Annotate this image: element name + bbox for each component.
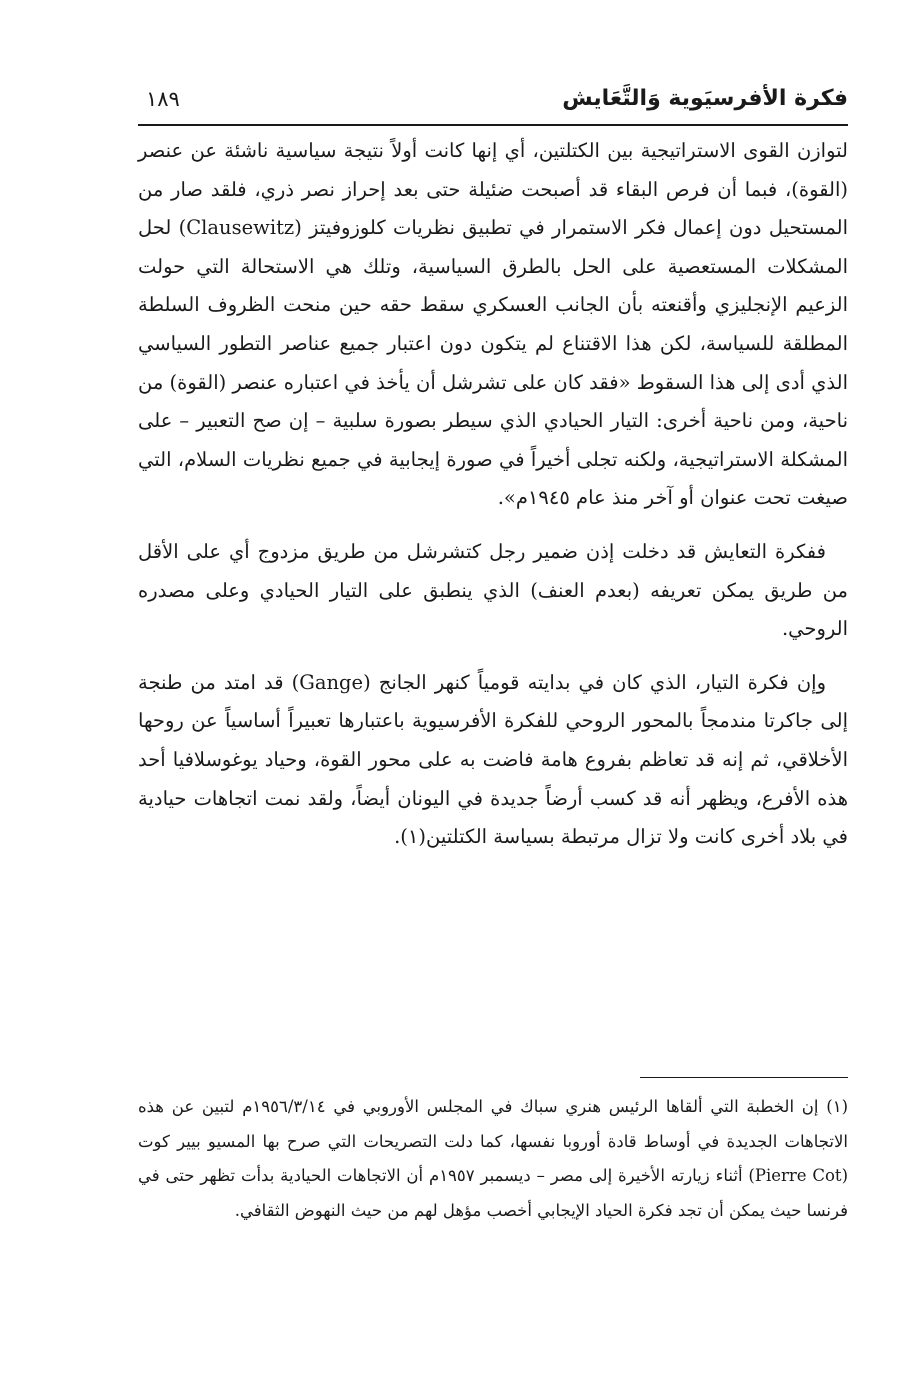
main-text	[138, 132, 848, 857]
footnote-1: (١) إن الخطبة التي ألقاها الرئيس هنري سباك في المجلس الأوروبي في ١٩٥٦/٣/١٤م لتبين عن هذه الاتجاهات الجديدة في أوساط قادة أوروبا نفسها، كما دلت التصريحات التي صرح بها المسيو بيير كوت (Pierre Cot) أثناء زيارته الأخيرة إلى مصر – ديسمبر ١٩٥٧م أن الاتجاهات الحيادية بدأت تظهر حتى في فرنسا حيث يمكن أن تجد فكرة الحياد الإيجابي أخصب مؤهل لهم من حيث النهوض الثقافي.	[138, 1097, 848, 1220]
page-number: ١٨٩	[146, 87, 180, 111]
running-title: فكرة الأفرسيَوية وَالتَّعَايش	[562, 86, 848, 111]
page-header	[138, 82, 848, 122]
header-rule	[138, 124, 848, 126]
paragraph-2: ففكرة التعايش قد دخلت إذن ضمير رجل كتشرشل من طريق مزدوج أي على الأقل من طريق يمكن تعريفه (بعدم العنف) الذي ينطبق على التيار الحيادي وعلى مصدره الروحي.	[138, 539, 848, 641]
footnotes	[138, 1090, 848, 1228]
footnote-separator	[640, 1077, 848, 1078]
paragraph-1: لتوازن القوى الاستراتيجية بين الكتلتين، أي إنها كانت أولاً نتيجة سياسية ناشئة عن عنصر (القوة)، فبما أن فرص البقاء قد أصبحت ضئيلة حتى بعد إحراز نصر ذري، فلقد صار من المستحيل دون إعمال فكر الاستمرار في تطبيق نظريات كلوزوفيتز (Clausewitz) لحل المشكلات المستعصية على الحل بالطرق السياسية، وتلك هي الاستحالة التي حولت الزعيم الإنجليزي وأقنعته بأن الجانب العسكري سقط حقه حين منحت الظروف السلطة المطلقة للسياسة، لكن هذا الاقتناع لم يتكون دون اعتبار جميع عناصر التطور السياسي الذي أدى إلى هذا السقوط «فقد كان على تشرشل أن يأخذ في اعتباره عنصر (القوة) من ناحية، ومن ناحية أخرى: التيار الحيادي الذي سيطر بصورة سلبية – إن صح التعبير – على المشكلة الاستراتيجية، ولكنه تجلى أخيراً في صورة إيجابية في جميع نظريات السلام، التي صيغت تحت عنوان أو آخر منذ عام ١٩٤٥م».	[138, 139, 848, 510]
paragraph-3: وإن فكرة التيار، الذي كان في بدايته قومياً كنهر الجانج (Gange) قد امتد من طنجة إلى جاكرتا مندمجاً بالمحور الروحي للفكرة الأفرسيوية باعتبارها تعبيراً أساسياً عن روحها الأخلاقي، ثم إنه قد تعاظم بفروع هامة فاضت به على محور القوة، وحياد يوغوسلافيا أحد هذه الأفرع، ويظهر أنه قد كسب أرضاً جديدة في اليونان أيضاً، ولقد نمت اتجاهات حيادية في بلاد أخرى كانت ولا تزال مرتبطة بسياسة الكتلتين(١).	[138, 670, 848, 849]
